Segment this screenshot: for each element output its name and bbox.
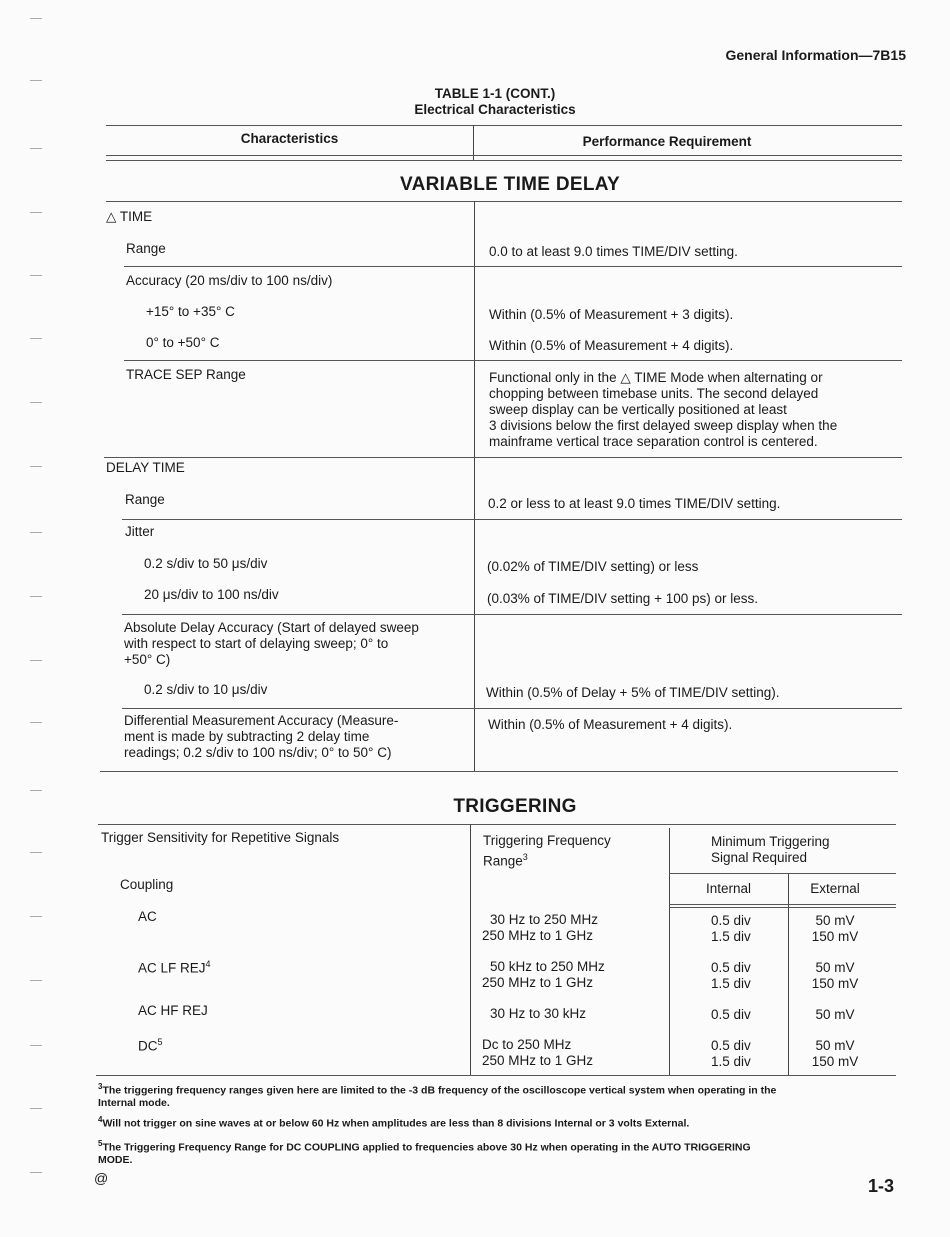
table-subtitle: Electrical Characteristics xyxy=(414,102,576,117)
diff-accuracy-label: Differential Measurement Accuracy (Measure- ment is made by subtracting 2 delay time readings; 0.2 s/div to 100 ns/div; 0° to 50° C) xyxy=(124,713,399,760)
coupling-aclf-label: AC LF REJ$^4$ xyxy=(138,959,211,976)
footnote-4: $^4$Will not trigger on sine waves at or below 60 Hz when amplitudes are less than 8 divisions Internal or 3 volts External. xyxy=(98,1115,690,1130)
abs-delay-sub-value: Within (0.5% of Delay + 5% of TIME/DIV setting). xyxy=(486,685,780,700)
freq-header: Triggering Frequency Range$^3$ xyxy=(483,833,611,869)
col-performance: Performance Requirement xyxy=(582,134,752,149)
section-variable-time-delay: VARIABLE TIME DELAY xyxy=(400,174,620,195)
accuracy-label: Accuracy (20 ms/div to 100 ns/div) xyxy=(126,273,333,288)
footnote-3: $^3$The triggering frequency ranges given here are limited to the -3 dB frequency of the oscilloscope vertical system when operating in the Internal mode. xyxy=(98,1082,777,1109)
coupling-achf-label: AC HF REJ xyxy=(138,1003,208,1018)
coupling-ac-internal: 0.5 div 1.5 div xyxy=(711,913,751,944)
jitter1-label: 0.2 s/div to 50 μs/div xyxy=(144,556,268,571)
internal-header: Internal xyxy=(705,881,752,896)
delay-time-heading: DELAY TIME xyxy=(106,460,185,475)
coupling-ac-freq: 30 Hz to 250 MHz 250 MHz to 1 GHz xyxy=(482,912,599,943)
accuracy-temp2-value: Within (0.5% of Measurement + 4 digits). xyxy=(489,338,734,353)
trace-sep-value: Functional only in the △ TIME Mode when alternating or chopping between timebase units. The second delayed sweep display can be vertically positioned at least 3 divisions below the first delayed sweep display when the mainframe vertical trace separation control is centered. xyxy=(489,370,838,449)
diff-accuracy-value: Within (0.5% of Measurement + 4 digits). xyxy=(488,717,733,732)
coupling-dc-freq: Dc to 250 MHz 250 MHz to 1 GHz xyxy=(482,1037,594,1068)
coupling-ac-label: AC xyxy=(138,909,157,924)
table-title: TABLE 1-1 (CONT.) xyxy=(434,86,556,101)
jitter2-label: 20 μs/div to 100 ns/div xyxy=(144,587,279,602)
coupling-dc-internal: 0.5 div 1.5 div xyxy=(711,1038,751,1069)
dt-range-label: Range xyxy=(125,492,165,507)
coupling-achf-internal: 0.5 div xyxy=(711,1007,751,1022)
running-header: General Information—7B15 xyxy=(725,47,906,63)
abs-delay-label: Absolute Delay Accuracy (Start of delayed sweep with respect to start of delaying sweep; 0° to +50° C) xyxy=(124,620,419,667)
min-trigger-header: Minimum Triggering Signal Required xyxy=(711,834,830,865)
col-characteristics: Characteristics xyxy=(240,131,339,146)
coupling-ac-external: 50 mV 150 mV xyxy=(811,913,859,944)
coupling-aclf-external: 50 mV 150 mV xyxy=(811,960,859,991)
accuracy-temp2-label: 0° to +50° C xyxy=(146,335,220,350)
external-header: External xyxy=(810,881,860,896)
abs-delay-sub-label: 0.2 s/div to 10 μs/div xyxy=(144,682,268,697)
page-number: 1-3 xyxy=(867,1176,894,1196)
footnote-5: $^5$The Triggering Frequency Range for DC COUPLING applied to frequencies above 30 Hz when operating in the AUTO TRIGGERING MODE. xyxy=(98,1139,751,1166)
coupling-achf-external: 50 mV xyxy=(815,1007,855,1022)
section-triggering: TRIGGERING xyxy=(453,796,577,817)
footer-mark: @ xyxy=(94,1170,109,1186)
accuracy-temp1-label: +15° to +35° C xyxy=(146,304,235,319)
coupling-dc-label: $DC^5$ xyxy=(138,1037,163,1054)
accuracy-temp1-value: Within (0.5% of Measurement + 3 digits). xyxy=(489,307,734,322)
range-value: 0.0 to at least 9.0 times TIME/DIV setting. xyxy=(489,244,738,259)
delta-time-heading: △ TIME xyxy=(106,209,153,224)
coupling-label: Coupling xyxy=(120,877,174,892)
jitter-label: Jitter xyxy=(125,524,155,539)
trigger-sensitivity-label: Trigger Sensitivity for Repetitive Signals xyxy=(101,830,340,845)
coupling-aclf-internal: 0.5 div 1.5 div xyxy=(711,960,751,991)
coupling-dc-external: 50 mV 150 mV xyxy=(811,1038,859,1069)
jitter1-value: (0.02% of TIME/DIV setting) or less xyxy=(487,559,699,574)
jitter2-value: (0.03% of TIME/DIV setting + 100 ps) or less. xyxy=(487,591,758,606)
coupling-achf-freq: 30 Hz to 30 kHz xyxy=(490,1006,587,1021)
trace-sep-label: TRACE SEP Range xyxy=(126,367,246,382)
dt-range-value: 0.2 or less to at least 9.0 times TIME/DIV setting. xyxy=(488,496,781,511)
range-label: Range xyxy=(126,241,166,256)
coupling-aclf-freq: 50 kHz to 250 MHz 250 MHz to 1 GHz xyxy=(482,959,605,990)
